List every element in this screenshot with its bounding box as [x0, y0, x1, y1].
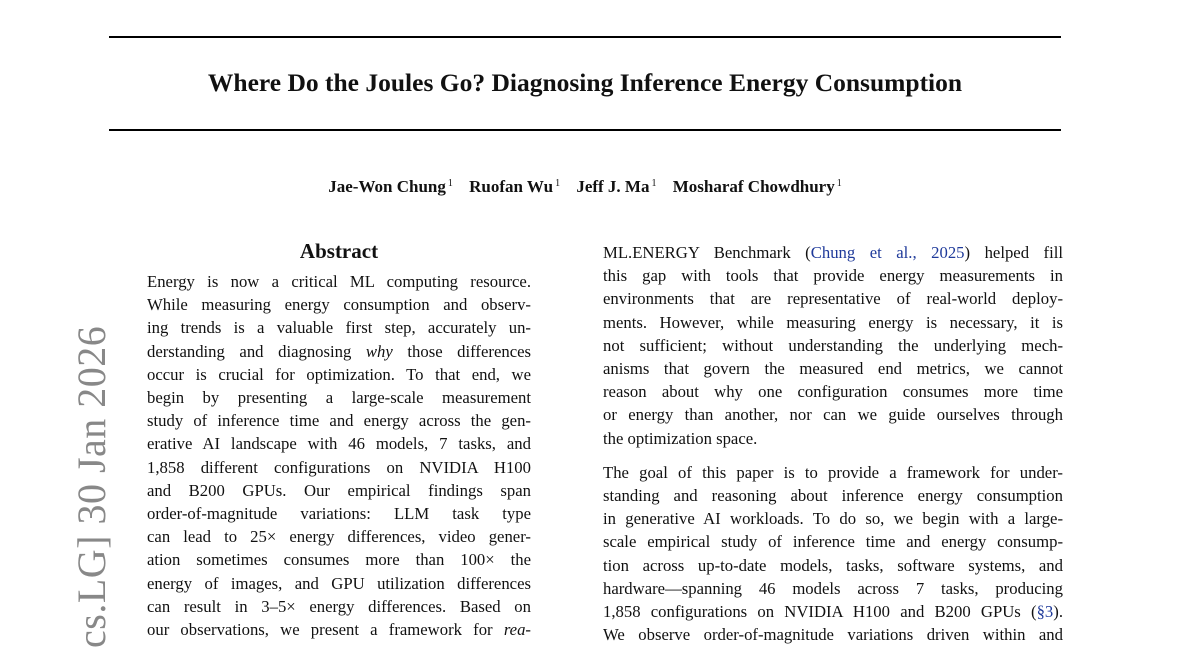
- title-rule-bottom: [109, 129, 1061, 131]
- text-line: or energy than another, nor can we guide ourselves through: [603, 405, 1063, 425]
- text-line: begin by presenting a large-scale measurement: [147, 388, 531, 408]
- text-line: scale empirical study of inference time and energy consump-: [603, 532, 1063, 552]
- text-line: not sufficient; without understanding the underlying mech-: [603, 335, 1063, 355]
- text-line: order-of-magnitude variations: LLM task type: [147, 504, 531, 524]
- text-span: ) helped fill: [964, 243, 1064, 262]
- text-line: can result in 3–5× energy differences. Based on: [147, 596, 531, 616]
- text-line: [603, 600, 1063, 623]
- text-span: ML.ENERGY Benchmark (: [603, 243, 811, 262]
- text-span: ).: [1053, 602, 1063, 622]
- author-name: Jeff J. Ma: [576, 177, 650, 196]
- author-affiliation: 1: [447, 178, 453, 189]
- text-line: anisms that govern the measured end metrics, we cannot: [603, 359, 1063, 379]
- text-line: [603, 241, 1063, 264]
- text-line: ation sometimes consumes more than 100× the: [147, 550, 531, 570]
- text-line: occur is crucial for optimization. To that end, we: [147, 364, 531, 384]
- text-line: While measuring energy consumption and observ-: [147, 295, 531, 315]
- text-line: Energy is now a critical ML computing resource.: [147, 272, 531, 291]
- author-name: Mosharaf Chowdhury: [672, 177, 835, 196]
- author: [469, 177, 560, 196]
- text-line: this gap with tools that provide energy measurements in: [603, 266, 1063, 286]
- abstract-body: [147, 270, 531, 641]
- paper-title: Where Do the Joules Go? Diagnosing Inference Energy Consumption: [207, 68, 963, 97]
- text-line: erative AI landscape with 46 models, 7 tasks, and: [147, 434, 531, 454]
- author-name: Ruofan Wu: [469, 177, 554, 196]
- author: [576, 177, 656, 196]
- paragraph-gap: [603, 450, 1063, 461]
- text-line: standing and reasoning about inference energy consumption: [603, 486, 1063, 506]
- text-line: [147, 340, 531, 363]
- text-line: and B200 GPUs. Our empirical findings span: [147, 480, 531, 500]
- author-list: [109, 173, 1061, 198]
- text-line: study of inference time and energy across the gen-: [147, 411, 531, 431]
- author: [328, 177, 453, 196]
- emphasis: why: [365, 341, 393, 361]
- author-affiliation: 1: [555, 178, 561, 189]
- author-name: Jae-Won Chung: [328, 177, 446, 196]
- text-line: [147, 618, 531, 641]
- text-span: our observations, we present a framework for: [147, 620, 504, 640]
- text-line: We observe order-of-magnitude variations driven within and: [603, 625, 1063, 645]
- title-rule-top: [109, 36, 1061, 38]
- citation-link[interactable]: Chung et al., 2025: [810, 243, 965, 262]
- abstract-heading: Abstract: [299, 239, 379, 263]
- author: [673, 177, 842, 196]
- author-affiliation: 1: [836, 178, 842, 189]
- text-line: environments that are representative of real-world deploy-: [603, 289, 1063, 309]
- text-span: 1,858 configurations on NVIDIA H100 and B200 GPUs (: [603, 602, 1037, 622]
- text-line: hardware—spanning 46 models across 7 tasks, producing: [603, 578, 1063, 598]
- text-line: energy of images, and GPU utilization differences: [147, 573, 531, 593]
- text-line: ing trends is a valuable first step, accurately un-: [147, 318, 531, 338]
- section-link[interactable]: §3: [1036, 602, 1054, 622]
- arxiv-stamp: cs.LG] 30 Jan 2026: [69, 325, 114, 648]
- text-line: in generative AI workloads. To do so, we begin with a large-: [603, 509, 1063, 529]
- text-span: derstanding and diagnosing: [147, 341, 366, 361]
- emphasis: rea-: [503, 620, 531, 640]
- text-line: the optimization space.: [603, 428, 758, 448]
- text-line: The goal of this paper is to provide a framework for under-: [603, 462, 1063, 482]
- text-line: tion across up-to-date models, tasks, software systems, and: [603, 555, 1063, 575]
- text-line: ments. However, while measuring energy is necessary, it is: [603, 312, 1063, 332]
- text-span: those differences: [392, 341, 532, 361]
- text-line: can lead to 25× energy differences, video gener-: [147, 527, 531, 547]
- author-affiliation: 1: [651, 178, 657, 189]
- text-line: reason about why one configuration consumes more time: [603, 382, 1063, 402]
- body-column-right: [603, 241, 1063, 646]
- text-line: 1,858 different configurations on NVIDIA H100: [147, 457, 531, 477]
